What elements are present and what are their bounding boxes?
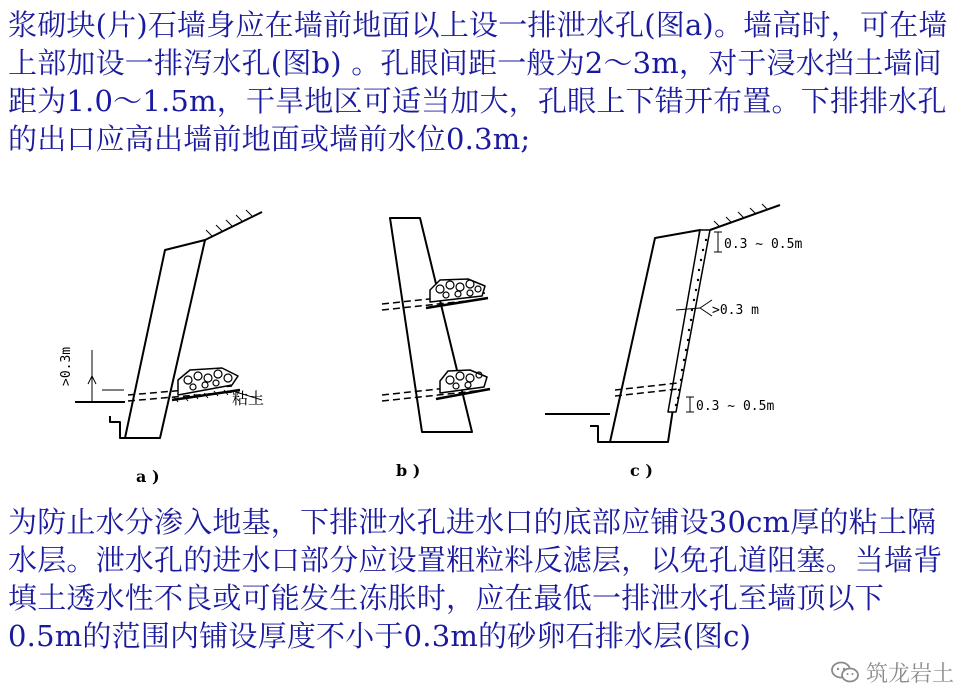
label-c-mid: >0.3 m [712,303,759,318]
wall-diagram-b [382,218,490,432]
watermark [830,659,954,685]
label-a-clay: 粘土 [232,389,265,408]
label-c-bottom: 0.3 ~ 0.5m [696,399,775,414]
paragraph-drainage-layer: 为防止水分渗入地基，下排泄水孔进水口的底部应铺设30cm厚的粘土隔水层。泄水孔的进水口部分应设置粗粒料反滤层，以免孔道阻塞。当墙背填土透水性不良或可能发生冻胀时，应在最低一排泄水孔至墙顶以下0.5m的范围内铺设厚度不小于0.3m的砂卵石排水层(图c) [8,505,943,653]
label-a-height: >0.3m [59,346,74,386]
wechat-icon [830,660,860,684]
caption-a: a ) [136,467,160,486]
paragraph-weep-holes: 浆砌块(片)石墙身应在墙前地面以上设一排泄水孔(图a)。墙高时，可在墙上部加设一排泻水孔(图b) 。孔眼间距一般为2～3m，对于浸水挡土墙间距为1.0～1.5m，干旱地区可适当加大，孔眼上下错开布置。下排排水孔的出口应高出墙前地面或墙前水位0.3m; [8,8,948,156]
retaining-wall-figure [0,190,960,500]
watermark-text: 筑龙岩土 [865,661,954,687]
label-c-top: 0.3 ~ 0.5m [724,237,803,252]
retaining-wall-drawing [0,190,960,500]
caption-b: b ) [396,461,421,480]
caption-c: c ) [630,461,653,480]
